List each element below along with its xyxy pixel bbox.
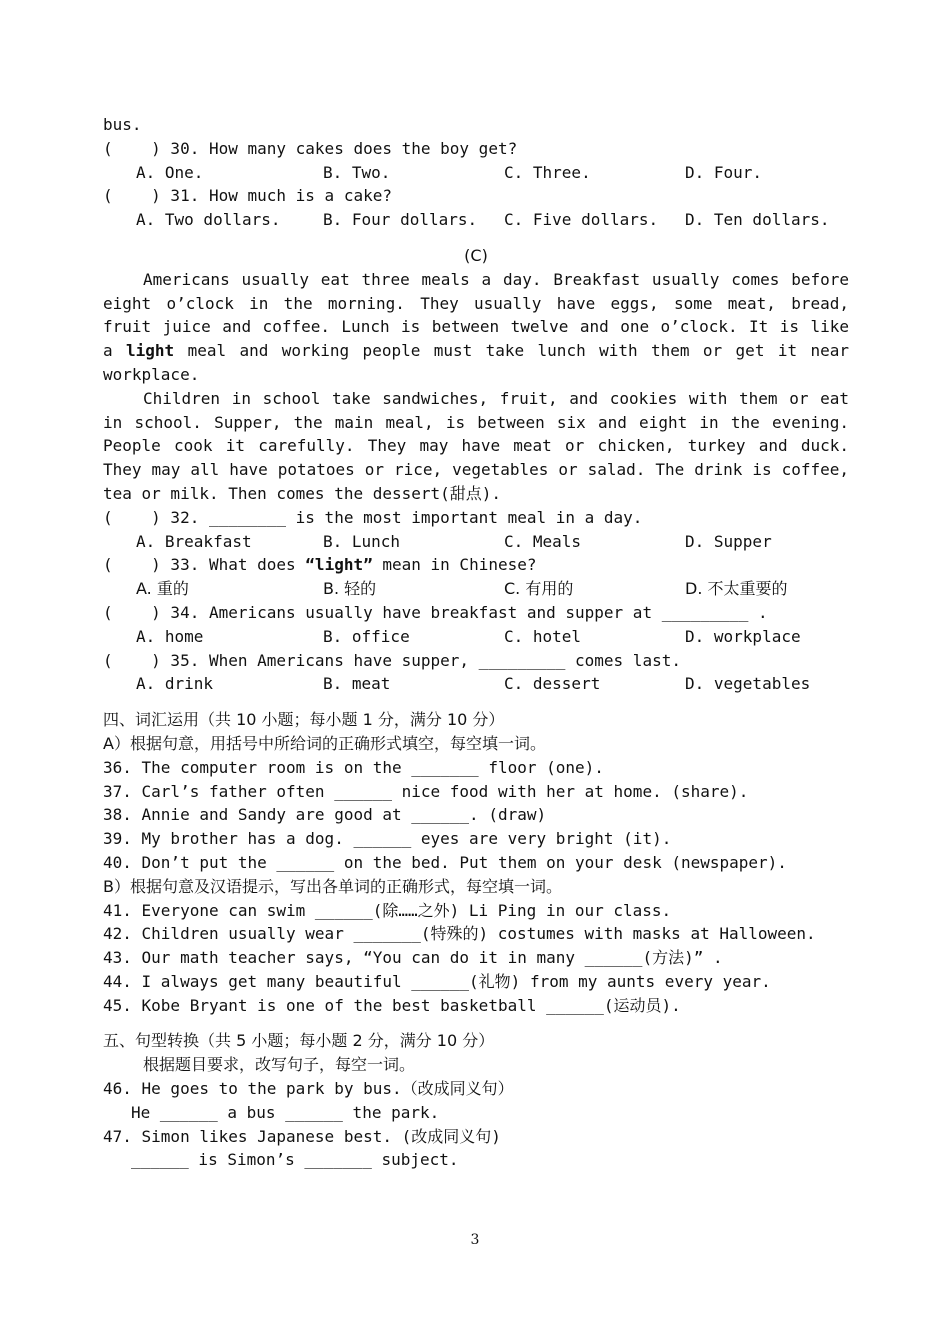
option-d: D. vegetables (685, 674, 811, 694)
option-c: C. Three. (504, 162, 591, 182)
vocab-item: 39. My brother has a dog. ______ eyes are very bright (it). (103, 829, 672, 849)
question-31: ( ) 31. How much is a cake? (103, 186, 392, 206)
q32-options (103, 530, 849, 554)
option-d: D. workplace (685, 626, 801, 646)
section-4-title: 四、词汇运用（共 10 小题；每小题 1 分，满分 10 分） (103, 710, 505, 730)
text-run: a (103, 341, 127, 361)
text-run: meal and working people must take lunch with them or get it near (174, 341, 849, 361)
transform-answer: ______ is Simon’s _______ subject. (131, 1150, 459, 1170)
transform-item: 46. He goes to the park by bus.（改成同义句） (103, 1079, 514, 1099)
text-run: ( ) 33. What does (103, 555, 306, 575)
option-b: B. meat (323, 674, 391, 694)
q30-options (103, 161, 849, 185)
option-d: D. Supper (685, 531, 772, 551)
transform-answer: He ______ a bus ______ the park. (131, 1102, 440, 1122)
section-4-part-b: B）根据句意及汉语提示，写出各单词的正确形式，每空填一词。 (103, 876, 562, 896)
vocab-item: 45. Kobe Bryant is one of the best basketball ______(运动员). (103, 995, 681, 1015)
question-35: ( ) 35. When Americans have supper, _________ comes last. (103, 650, 681, 670)
option-a: A. One. (136, 162, 204, 182)
q31-options (103, 208, 849, 232)
exam-page (103, 113, 849, 1172)
option-a: A. 重的 (136, 579, 189, 599)
vocab-item: 42. Children usually wear _______(特殊的) costumes with masks at Halloween. (103, 924, 816, 944)
vocab-item: 41. Everyone can swim ______(除……之外) Li Ping in our class. (103, 900, 672, 920)
bold-word: light (126, 341, 175, 361)
option-c: C. hotel (504, 626, 582, 646)
bold-word: “light” (305, 555, 373, 575)
passage-line: workplace. (103, 364, 200, 384)
vocab-item: 36. The computer room is on the _______ floor (one). (103, 757, 604, 777)
passage-line: People cook it carefully. They may have meat or chicken, turkey and duck. (103, 436, 849, 456)
option-a: A. home (136, 626, 204, 646)
passage-heading: (C) (464, 245, 488, 265)
text-line: bus. (103, 115, 142, 134)
transform-item: 47. Simon likes Japanese best. (改成同义句) (103, 1126, 501, 1146)
option-b: B. office (323, 626, 410, 646)
option-b: B. Two. (323, 162, 391, 182)
option-c: C. 有用的 (504, 579, 574, 599)
option-b: B. 轻的 (323, 579, 377, 599)
option-b: B. Lunch (323, 531, 401, 551)
option-c: C. Meals (504, 531, 582, 551)
vocab-item: 37. Carl’s father often ______ nice food with her at home. (share). (103, 781, 749, 801)
passage-line: They may all have potatoes or rice, vegetables or salad. The drink is coffee, (103, 460, 849, 480)
section-4-part-a: A）根据句意，用括号中所给词的正确形式填空，每空填一词。 (103, 733, 546, 753)
vocab-item: 44. I always get many beautiful ______(礼物) from my aunts every year. (103, 971, 771, 991)
question-34: ( ) 34. Americans usually have breakfast and supper at _________ . (103, 602, 768, 622)
vocab-item: 43. Our math teacher says, “You can do it in many ______(方法)” . (103, 948, 723, 968)
question-32: ( ) 32. ________ is the most important meal in a day. (103, 507, 643, 527)
section-5-title: 五、句型转换（共 5 小题；每小题 2 分，满分 10 分） (103, 1031, 495, 1051)
option-c: C. Five dollars. (504, 210, 659, 230)
q35-options (103, 672, 849, 696)
option-a: A. Breakfast (136, 531, 252, 551)
passage-line: Children in school take sandwiches, fruit, and cookies with them or eat (143, 388, 849, 408)
question-30: ( ) 30. How many cakes does the boy get? (103, 138, 518, 158)
option-d: D. Ten dollars. (685, 210, 830, 230)
option-d: D. Four. (685, 162, 763, 182)
vocab-item: 38. Annie and Sandy are good at ______. (draw) (103, 805, 547, 825)
section-5-instruction: 根据题目要求，改写句子，每空一词。 (143, 1055, 416, 1075)
option-a: A. drink (136, 674, 214, 694)
q34-options (103, 625, 849, 649)
option-b: B. Four dollars. (323, 210, 478, 230)
page-number: 3 (470, 1232, 480, 1248)
option-a: A. Two dollars. (136, 210, 281, 230)
passage-line: tea or milk. Then comes the dessert(甜点). (103, 483, 502, 503)
passage-line: eight o’clock in the morning. They usually have eggs, some meat, bread, (103, 293, 849, 313)
question-33 (103, 553, 849, 577)
q33-options (103, 577, 849, 601)
option-d: D. 不太重要的 (685, 579, 788, 599)
passage-line: in school. Supper, the main meal, is between six and eight in the evening. (103, 412, 849, 432)
vocab-item: 40. Don’t put the ______ on the bed. Put them on your desk (newspaper). (103, 852, 787, 872)
passage-line (103, 339, 849, 363)
passage-line: fruit juice and coffee. Lunch is between twelve and one o’clock. It is like (103, 317, 849, 337)
passage-line: Americans usually eat three meals a day. Breakfast usually comes before (143, 269, 849, 289)
option-c: C. dessert (504, 674, 601, 694)
text-run: mean in Chinese? (372, 555, 537, 575)
